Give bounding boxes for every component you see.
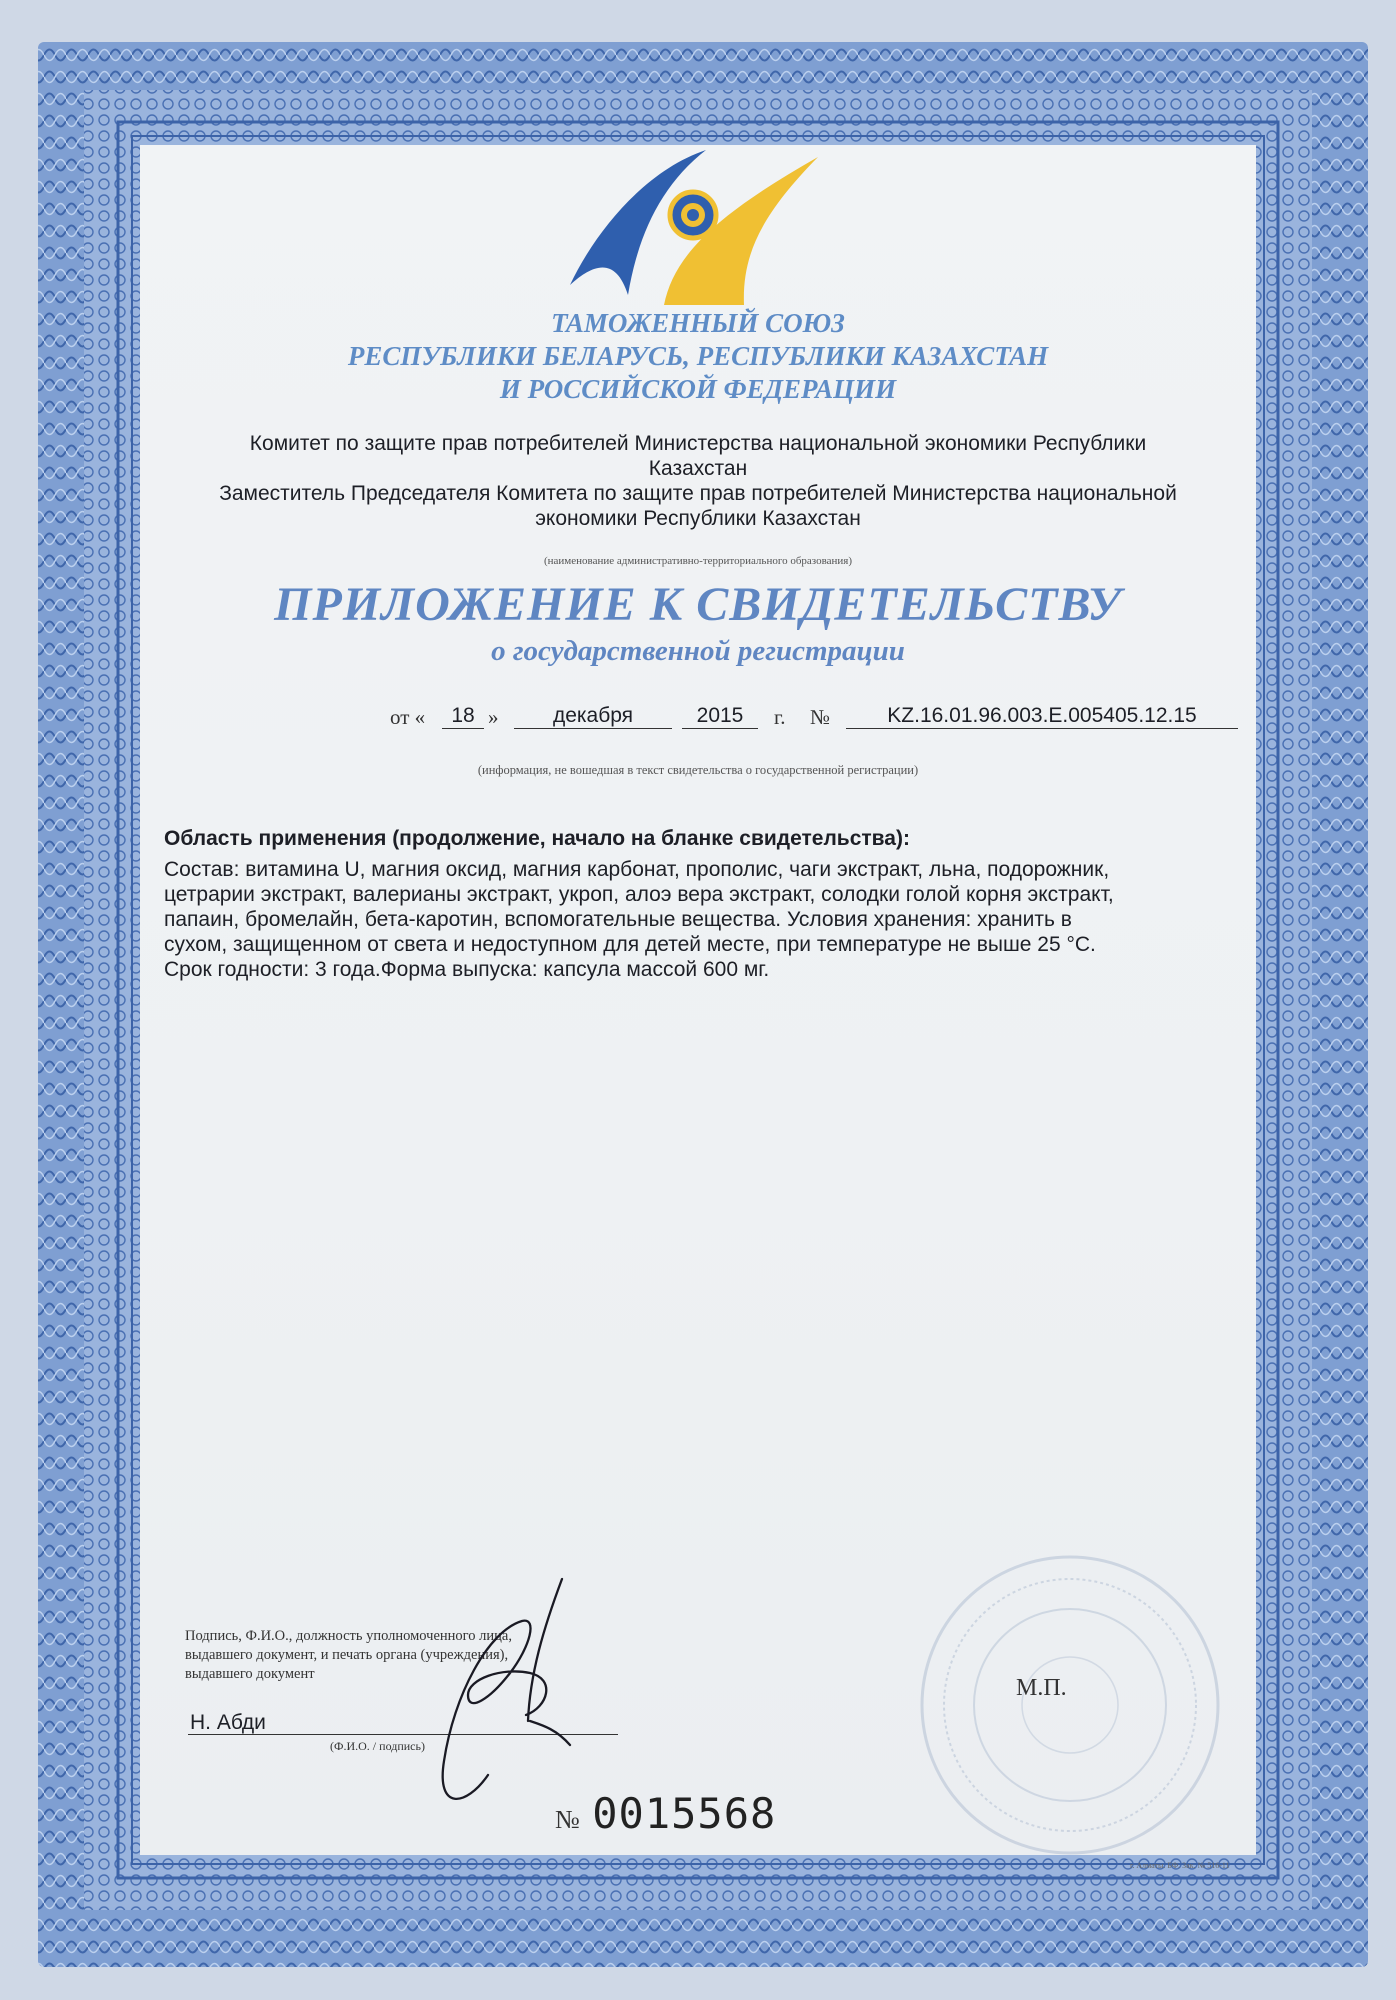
union-line-1: ТАМОЖЕННЫЙ СОЮЗ xyxy=(551,308,845,338)
committee-line-2: Казахстан xyxy=(648,457,748,480)
signatory-name: Н. Абди xyxy=(190,1711,266,1734)
date-number-line xyxy=(390,701,1256,735)
date-month: декабря xyxy=(514,703,672,729)
quote-close: » xyxy=(488,705,499,729)
serial-number-block xyxy=(555,1789,776,1838)
number-sign: № xyxy=(810,705,831,729)
registration-number: KZ.16.01.96.003.E.005405.12.15 xyxy=(846,703,1238,729)
info-caption: (информация, не вошедшая в текст свидетельства о государственной регистрации) xyxy=(477,763,919,777)
handwritten-signature xyxy=(370,1575,630,1815)
scope-heading: Область применения (продолжение, начало на бланке свидетельства): xyxy=(164,827,910,850)
scope-line-5: Срок годности: 3 года.Форма выпуска: капсула массой 600 мг. xyxy=(164,958,770,981)
mp-label: М.П. xyxy=(1016,1675,1067,1701)
admin-caption: (наименование административно-территориального образования) xyxy=(543,555,853,567)
date-day: 18 xyxy=(442,703,484,729)
from-label: от « xyxy=(390,705,426,729)
scope-line-4: сухом, защищенном от света и недоступном для детей месте, при температуре не выше 25 °С. xyxy=(164,933,1096,956)
serial-number: 0015568 xyxy=(592,1789,777,1838)
signature-caption-3: выдавшего документ xyxy=(185,1666,315,1682)
date-year: 2015 xyxy=(682,703,758,729)
committee-line-4: экономики Республики Казахстан xyxy=(535,507,861,530)
committee-line-1: Комитет по защите прав потребителей Министерства национальной экономики Республики xyxy=(249,432,1147,455)
printer-note: г. Алматы. БФ. Зак. № 516-11 xyxy=(1130,1861,1230,1870)
document-sheet xyxy=(140,145,1256,1870)
fio-caption: (Ф.И.О. / подпись) xyxy=(330,1739,425,1753)
official-stamp xyxy=(910,1545,1230,1865)
signature-caption-1: Подпись, Ф.И.О., должность уполномоченного лица, xyxy=(185,1628,512,1644)
scope-line-3: папаин, бромелайн, бета-каротин, вспомогательные вещества. Условия хранения: хранить в xyxy=(164,908,1072,931)
eurasian-union-logo xyxy=(556,145,826,310)
scope-line-1: Состав: витамина U, магния оксид, магния карбонат, прополис, чаги экстракт, льна, подорожник, xyxy=(164,858,1110,881)
scope-line-2: цетрарии экстракт, валерианы экстракт, укроп, алоэ вера экстракт, солодки голой корня экстракт, xyxy=(164,883,1114,906)
signature-caption-2: выдавшего документ, и печать органа (учреждения), xyxy=(185,1647,509,1663)
year-abbr: г. xyxy=(774,705,786,729)
union-line-3: И РОССИЙСКОЙ ФЕДЕРАЦИИ xyxy=(499,374,897,404)
serial-no-sign: № xyxy=(555,1805,580,1834)
committee-line-3: Заместитель Председателя Комитета по защите прав потребителей Министерства национальной xyxy=(219,482,1177,505)
document-title: ПРИЛОЖЕНИЕ К СВИДЕТЕЛЬСТВУ xyxy=(274,578,1122,631)
document-subtitle: о государственной регистрации xyxy=(491,635,905,667)
union-line-2: РЕСПУБЛИКИ БЕЛАРУСЬ, РЕСПУБЛИКИ КАЗАХСТАН xyxy=(347,341,1049,371)
